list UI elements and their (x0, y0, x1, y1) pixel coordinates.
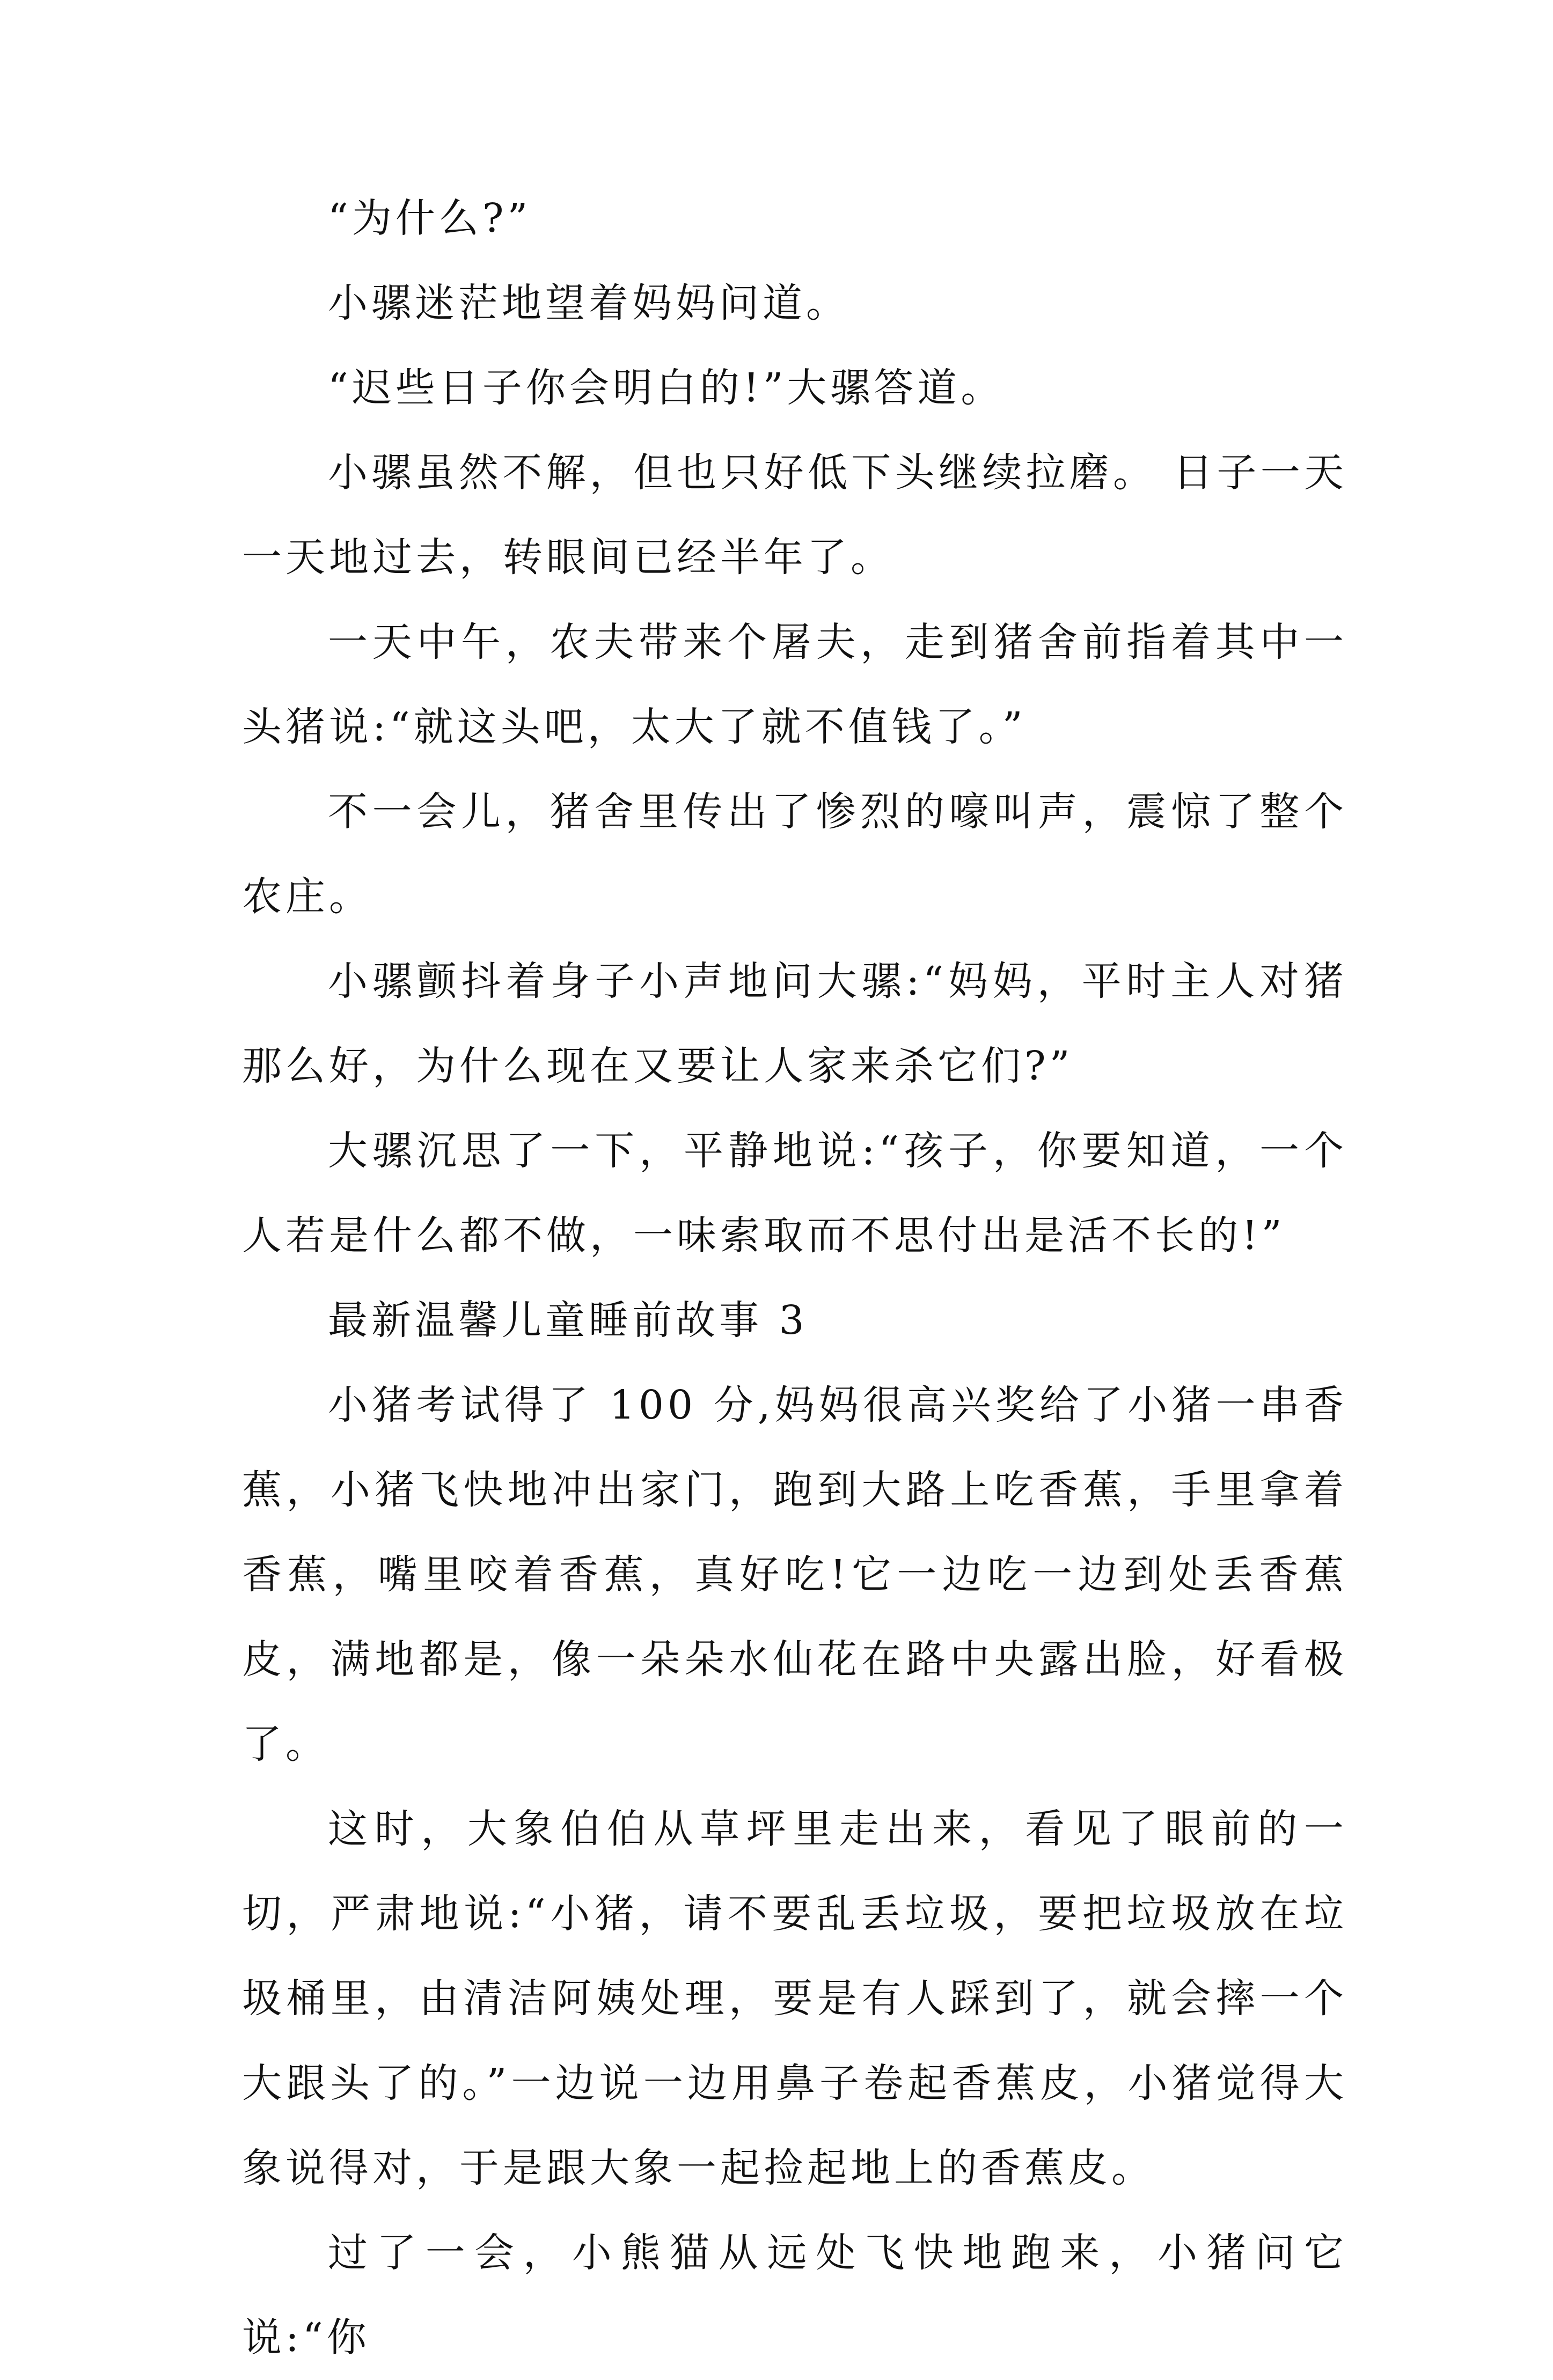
section-title: 最新温馨儿童睡前故事 3 (328, 1297, 808, 1343)
paragraph-why: “为什么?” (328, 195, 532, 241)
document-body (242, 176, 1347, 2380)
paragraph-piglet-bananas: 小猪考试得了 100 分,妈妈很高兴奖给了小猪一串香蕉，小猪飞快地冲出家门，跑到大路上吃香蕉，手里拿着香蕉，嘴里咬着香蕉，真好吃!它一边吃一边到处丢香蕉皮，满地都是，像一朵朵水仙花在路中央露出脸，好看极了。 (242, 1382, 1347, 1767)
paragraph-half-year-passes: 小骡虽然不解，但也只好低下头继续拉磨。 日子一天一天地过去，转眼间已经半年了。 (242, 450, 1347, 581)
paragraph-butcher-arrives: 一天中午，农夫带来个屠夫，走到猪舍前指着其中一头猪说:“就这头吧，太大了就不值钱了。” (242, 619, 1347, 750)
paragraph-little-mule-asks: 小骡迷茫地望着妈妈问道。 (328, 280, 849, 326)
paragraph-red-panda-arrives: 过了一会，小熊猫从远处飞快地跑来，小猪问它说:“你 (242, 2230, 1347, 2361)
paragraph-big-mule-answers: “迟些日子你会明白的!”大骡答道。 (328, 365, 1005, 411)
paragraph-pig-screams: 不一会儿，猪舍里传出了惨烈的嚎叫声，震惊了整个农庄。 (242, 789, 1347, 920)
paragraph-big-mule-moral: 大骡沉思了一下，平静地说:“孩子，你要知道，一个人若是什么都不做，一味索取而不思付出是活不长的!” (242, 1128, 1347, 1259)
paragraph-little-mule-trembles: 小骡颤抖着身子小声地问大骡:“妈妈，平时主人对猪那么好，为什么现在又要让人家来杀它们?” (242, 958, 1347, 1089)
paragraph-elephant-advice: 这时，大象伯伯从草坪里走出来，看见了眼前的一切，严肃地说:“小猪，请不要乱丢垃圾，要把垃圾放在垃圾桶里，由清洁阿姨处理，要是有人踩到了，就会摔一个大跟头了的。”一边说一边用鼻子卷起香蕉皮，小猪觉得大象说得对，于是跟大象一起捡起地上的香蕉皮。 (242, 1806, 1347, 2191)
